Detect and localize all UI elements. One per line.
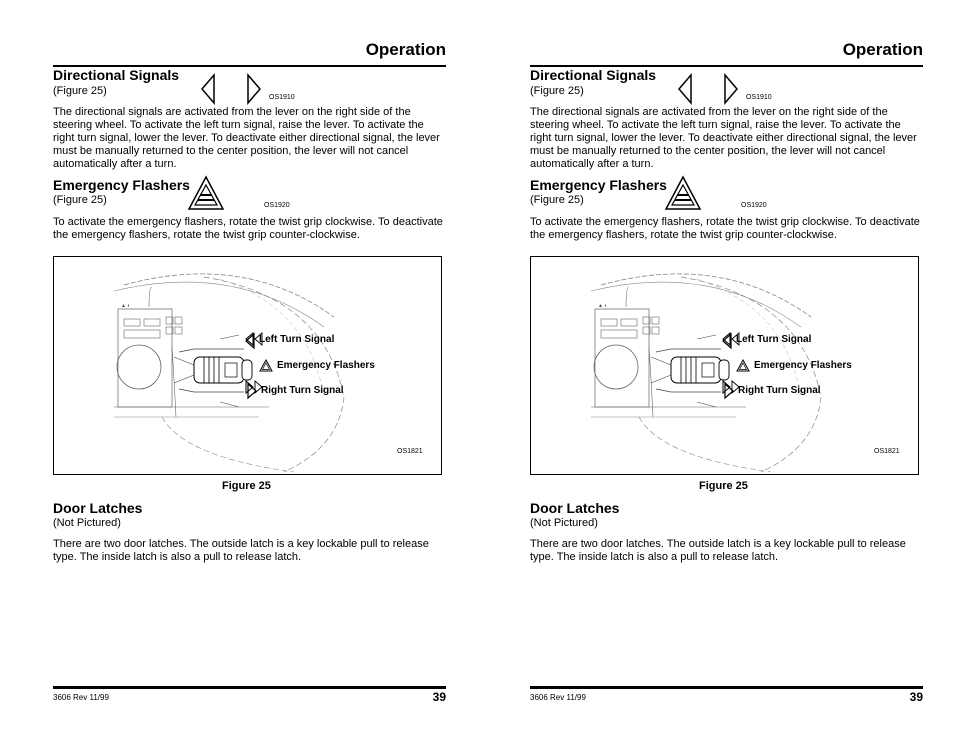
directional-figure-ref: (Figure 25) xyxy=(530,85,584,97)
page-number: 39 xyxy=(909,690,923,704)
directional-signals-heading: Directional Signals xyxy=(530,67,657,83)
figure-25-steering-illustration xyxy=(530,256,919,475)
directional-icon-code: OS1910 xyxy=(269,94,295,101)
svg-text:▲ ◐: ▲ ◐ xyxy=(598,303,608,309)
document-revision: 3606 Rev 11/99 xyxy=(53,693,109,702)
emergency-icon-code: OS1920 xyxy=(264,202,290,209)
door-latches-note: (Not Pictured) xyxy=(530,517,598,529)
left-turn-arrow-icon xyxy=(722,333,732,349)
directional-signals-heading: Directional Signals xyxy=(53,67,180,83)
section-title: Operation xyxy=(365,40,446,59)
emergency-flashers-label: Emergency Flashers xyxy=(277,360,375,371)
emergency-flashers-heading: Emergency Flashers xyxy=(530,177,667,193)
emergency-icon-code: OS1920 xyxy=(741,202,767,209)
emergency-body: To activate the emergency flashers, rotate the twist grip clockwise. To deactivate the emergency flashers, rotate the twist grip counter-clockwise. xyxy=(530,216,920,241)
left-turn-arrow-icon xyxy=(245,333,255,349)
manual-page-left xyxy=(53,0,453,738)
left-turn-signal-label: Left Turn Signal xyxy=(259,334,335,345)
footer-rule xyxy=(530,686,923,689)
hazard-triangle-icon xyxy=(665,176,701,210)
emergency-figure-ref: (Figure 25) xyxy=(530,194,584,206)
section-title: Operation xyxy=(842,40,923,59)
directional-arrows-icon xyxy=(201,73,261,105)
steering-wheel-drawing xyxy=(531,257,919,475)
figure-caption: Figure 25 xyxy=(222,480,271,492)
page-number: 39 xyxy=(432,690,446,704)
footer-rule xyxy=(53,686,446,689)
left-turn-signal-label: Left Turn Signal xyxy=(736,334,812,345)
emergency-figure-ref: (Figure 25) xyxy=(53,194,107,206)
door-latches-heading: Door Latches xyxy=(530,500,620,516)
door-latches-heading: Door Latches xyxy=(53,500,143,516)
hazard-small-icon xyxy=(736,359,750,372)
right-turn-arrow-icon xyxy=(247,383,257,399)
directional-body: The directional signals are activated from the lever on the right side of the steering wheel. To activate the left turn signal, raise the lever. To activate the right turn signal, lower the lever. To deactivate either directional signal, the lever must be manually returned to the center position, the lever will not cancel automatically after a turn. xyxy=(53,106,440,170)
steering-wheel-drawing xyxy=(54,257,442,475)
directional-body: The directional signals are activated from the lever on the right side of the steering wheel. To activate the left turn signal, raise the lever. To activate the right turn signal, lower the lever. To deactivate either directional signal, the lever must be manually returned to the center position, the lever will not cancel automatically after a turn. xyxy=(530,106,917,170)
right-turn-signal-label: Right Turn Signal xyxy=(738,385,821,396)
figure-caption: Figure 25 xyxy=(699,480,748,492)
directional-figure-ref: (Figure 25) xyxy=(53,85,107,97)
door-latches-body: There are two door latches. The outside latch is a key lockable pull to release type. The inside latch is also a pull to release latch. xyxy=(53,538,429,563)
emergency-body: To activate the emergency flashers, rotate the twist grip clockwise. To deactivate the emergency flashers, rotate the twist grip counter-clockwise. xyxy=(53,216,443,241)
svg-text:▲ ◐: ▲ ◐ xyxy=(121,303,131,309)
right-turn-arrow-icon xyxy=(724,383,734,399)
manual-page-right xyxy=(530,0,930,738)
directional-arrows-icon xyxy=(678,73,738,105)
figure-code: OS1821 xyxy=(397,448,423,455)
door-latches-note: (Not Pictured) xyxy=(53,517,121,529)
door-latches-body: There are two door latches. The outside latch is a key lockable pull to release type. The inside latch is also a pull to release latch. xyxy=(530,538,906,563)
document-revision: 3606 Rev 11/99 xyxy=(530,693,586,702)
hazard-small-icon xyxy=(259,359,273,372)
figure-25-steering-illustration xyxy=(53,256,442,475)
directional-icon-code: OS1910 xyxy=(746,94,772,101)
emergency-flashers-heading: Emergency Flashers xyxy=(53,177,190,193)
figure-code: OS1821 xyxy=(874,448,900,455)
right-turn-signal-label: Right Turn Signal xyxy=(261,385,344,396)
emergency-flashers-label: Emergency Flashers xyxy=(754,360,852,371)
hazard-triangle-icon xyxy=(188,176,224,210)
